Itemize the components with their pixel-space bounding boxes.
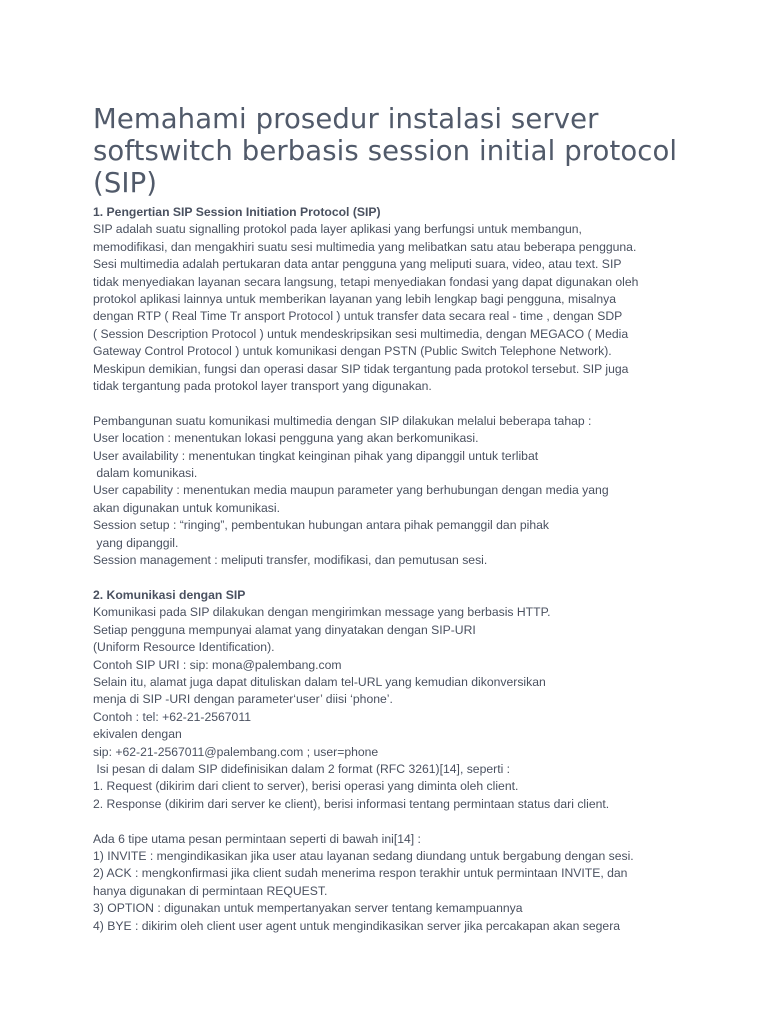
section-2-heading: 2. Komunikasi dengan SIP <box>93 587 246 602</box>
section-1-paragraph-2: Pembangunan suatu komunikasi multimedia dengan SIP dilakukan melalui beberapa tahap : User location : menentukan lokasi pengguna yang akan berkomunikasi. User availability : menentukan tingkat keinginan pihak yang dipanggil untuk terlibat dalam komunikasi. User capability : menentukan media maupun parameter yang berhubungan dengan media yang akan digunakan untuk komunikasi. Session setup : “ringing”, pembentukan hubungan antara pihak pemanggil dan pihak yang dipanggil. Session management : meliputi transfer, modifikasi, dan pemutusan sesi. <box>93 413 609 568</box>
section-2-paragraph-1: Komunikasi pada SIP dilakukan dengan mengirimkan message yang berbasis HTTP. Setiap pengguna mempunyai alamat yang dinyatakan dengan SIP-URI (Uniform Resource Identification). Contoh SIP URI : sip: mona@palembang.com Selain itu, alamat juga dapat dituliskan dalam tel-URL yang kemudian dikonversikan menja di SIP -URI dengan parameter‘user’ diisi ‘phone’. Contoh : tel: +62-21-2567011 ekivalen dengan sip: +62-21-2567011@palembang.com ; user=phone Isi pesan di dalam SIP didefinisikan dalam 2 format (RFC 3261)[14], seperti : 1. Request (dikirim dari client to server), berisi operasi yang diminta oleh client. 2. Response (dikirim dari server ke client), berisi informasi tentang permintaan status dari client. <box>93 605 610 811</box>
section-1-paragraph-1: SIP adalah suatu signalling protokol pada layer aplikasi yang berfungsi untuk membangun, memodifikasi, dan mengakhiri suatu sesi multimedia yang melibatkan satu atau beberapa pengguna. Sesi multimedia adalah pertukaran data antar pengguna yang meliputi suara, video, atau text. SIP tidak menyediakan layanan secara langsung, tetapi menyediakan fondasi yang dapat digunakan oleh protokol aplikasi lainnya untuk memberikan layanan yang lebih lengkap bagi pengguna, misalnya dengan RTP ( Real Time Tr ansport Protocol ) untuk transfer data secara real - time , dengan SDP ( Session Description Protocol ) untuk mendeskripsikan sesi multimedia, dengan MEGACO ( Media Gateway Control Protocol ) untuk komunikasi dengan PSTN (Public Switch Telephone Network). Meskipun demikian, fungsi dan operasi dasar SIP tidak tergantung pada protokol tersebut. SIP juga tidak tergantung pada protokol layer transport yang digunakan. <box>93 222 639 394</box>
paragraph-spacer <box>93 570 693 587</box>
document-title: Memahami prosedur instalasi server softswitch berbasis session initial protocol (SIP) <box>93 103 678 199</box>
paragraph-spacer <box>93 813 693 830</box>
section-2-paragraph-2: Ada 6 tipe utama pesan permintaan seperti di bawah ini[14] : 1) INVITE : mengindikasikan jika user atau layanan sedang diundang untuk bergabung dengan sesi. 2) ACK : mengkonfirmasi jika client sudah menerima respon terakhir untuk permintaan INVITE, dan hanya digunakan di permintaan REQUEST. 3) OPTION : digunakan untuk mempertanyakan server tentang kemampuannya 4) BYE : dikirim oleh client user agent untuk mengindikasikan server jika percakapan akan segera <box>93 831 634 933</box>
section-1-heading: 1. Pengertian SIP Session Initiation Protocol (SIP) <box>93 205 381 219</box>
paragraph-spacer <box>93 395 693 412</box>
document-page <box>93 103 693 935</box>
